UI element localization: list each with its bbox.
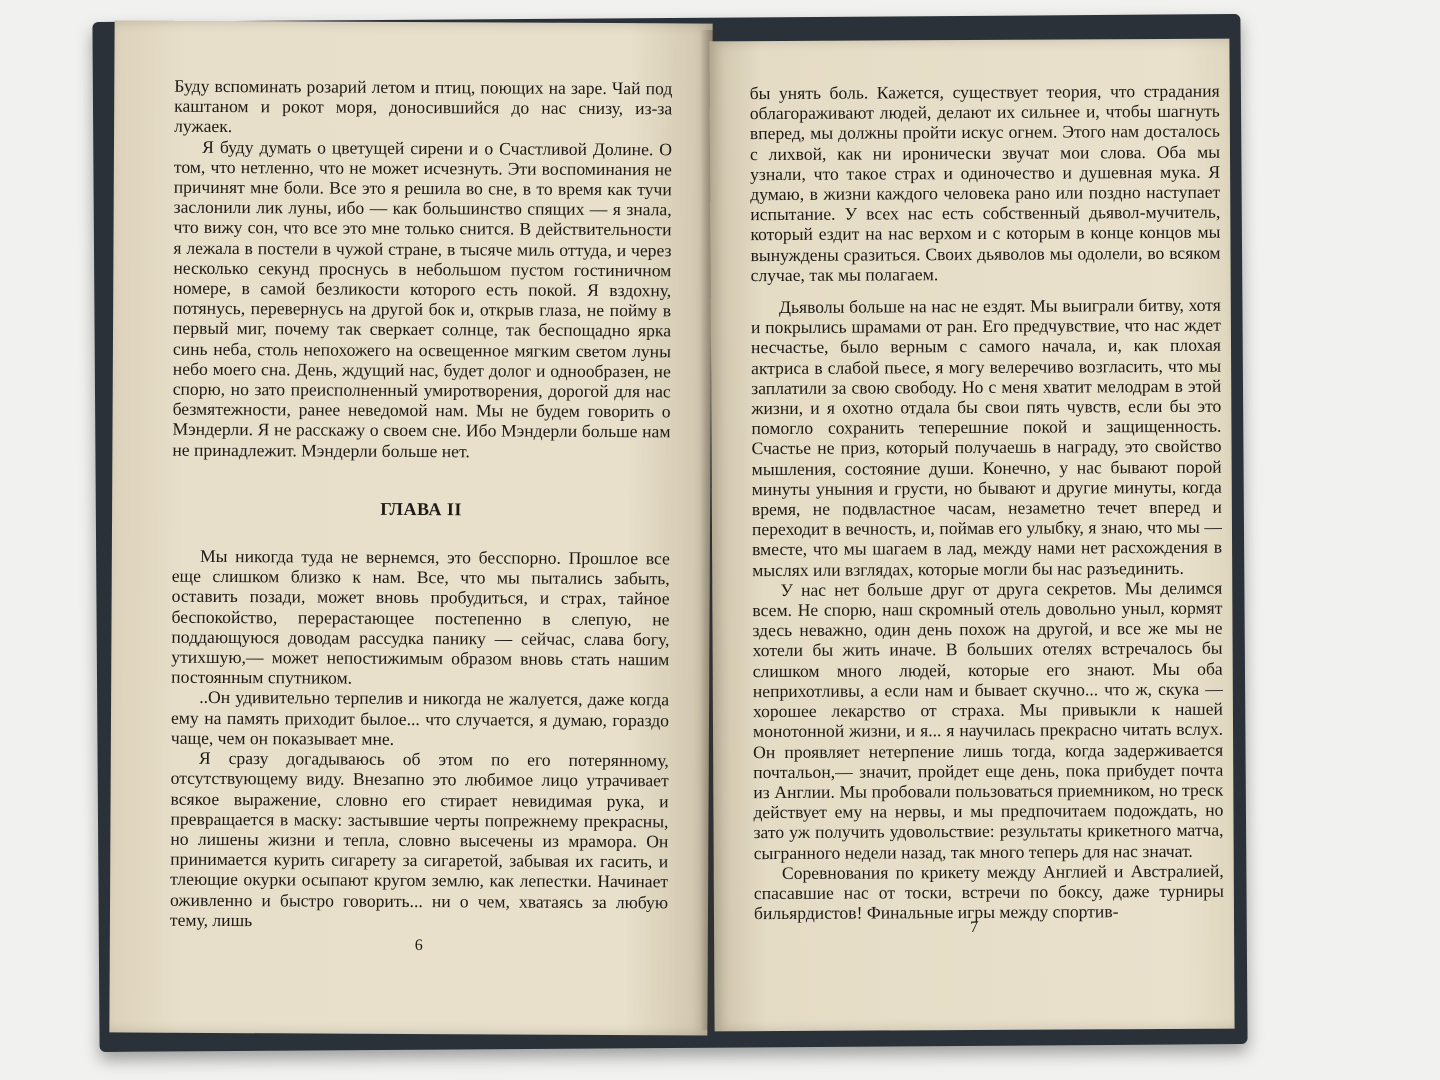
chapter-title: ГЛАВА II xyxy=(380,498,462,520)
paragraph: У нас нет больше друг от друга секретов. Мы делимся всем. Не спорю, наш скромный отель довольно уныл, кормят здесь неважно, один день похож на другой, и все же мы не хотели бы жить иначе. В больших отелях встречалось бы слишком много людей, которые его знают. Мы оба неприхотливы, а если нам и бывает скучно... что ж, скука — хорошее лекарство от страха. Мы привыкли к нашей монотонной жизни, и я... я научилась прекрасно читать вслух. Он проявляет нетерпение лишь тогда, когда задерживается почтальон,— значит, пройдет еще день, пока прибудет почта из Англии. Мы пробовали пользоваться приемником, но треск действует ему на нервы, и мы предпочитаем подождать, но зато уж получить удовольствие: результаты крикетного матча, сыгранного недели назад, так много теперь для нас значат. xyxy=(752,577,1224,863)
paragraph: Дьяволы больше на нас не ездят. Мы выиграли битву, хотя и покрылись шрамами от ран. Его предчувствие, что нас ждет несчастье, было верным с самого начала, и, как плохая актриса в слабой пьесе, я могу велеречиво возгласить, что мы заплатили за свою свободу. Но с меня хватит мелодрам в этой жизни, и я охотно отдала бы свои пять чувств, если бы это помогло сохранить теперешние покой и защищенность. Счастье не приз, который получаешь в награду, это свойство мышления, состояние души. Конечно, у нас бывают порой минуты уныния и грусти, но бывают и другие минуты, когда время, не подвластное часам, незаметно течет вперед и переходит в вечность, и, поймав его улыбку, я знаю, что мы — вместе, что мы шагаем в лад, между нами нет расхождения в мыслях или взглядах, которые могли бы нас разъединить. xyxy=(750,294,1223,580)
paragraph: Мы никогда туда не вернемся, это бесспорно. Прошлое все еще слишком близко к нам. Все, что мы пытались забыть, оставить позади, может вновь пробудиться, и страх, тайное беспокойство, перерастающее постепенно в слепую, не поддающуюся доводам рассудка панику — сейчас, слава богу, утихшую,— может непостижимым образом вновь стать нашим постоянным спутником. xyxy=(171,545,670,688)
page-number: 7 xyxy=(970,918,979,936)
left-page xyxy=(109,20,712,1035)
paragraph: ..Он удивительно терпелив и никогда не жалуется, даже когда ему на память приходит былое... что случается, я думаю, гораздо чаще, чем он показывает мне. xyxy=(170,687,670,749)
paragraph: Соревнования по крикету между Англией и Австралией, спасавшие нас от тоски, встречи по боксу, даже турниры бильярдистов! Финальные игры между спортив- xyxy=(753,860,1224,924)
paragraph: Я буду думать о цветущей сирени и о Счастливой Долине. О том, что нетленно, что не может исчезнуть. Эти воспоминания не причинят мне боли. Все это я решила во сне, в то время как тучи заслонили лик луны, ибо — как большинство спящих — я знала, что вижу сон, что все это мне только снится. В действительности я лежала в постели в чужой стране, в тысяче миль оттуда, и через несколько секунд проснусь в небольшом пустом гостиничном номере, в самой безликости которого есть покой. Я вздохну, потянусь, перевернусь на другой бок и, открыв глаза, не пойму в первый миг, почему так сверкает солнце, так беспощадно ярка синь неба, столь непохожего на освещенное мягким светом луны небо моего сна. День, ждущий нас, будет долог и однообразен, не спорю, но зато преисполненный умиротворения, дорогой для нас безмятежности, ранее неведомой нам. Мы не будем говорить о Мэндерли. Я не расскажу о своем сне. Ибо Мэндерли больше нам не принадлежит. Мэндерли больше нет. xyxy=(172,136,673,461)
paragraph: бы унять боль. Кажется, существует теория, что страдания облагораживают людей, делают их сильнее и, чтобы шагнуть вперед, мы должны пройти искус огнем. Этого нам досталось с лихвой, как ни иронически звучат мои слова. Оба мы узнали, что такое страх и одиночество и душевная мука. Я думаю, в жизни каждого человека рано или поздно наступает испытание. У всех нас есть собственный дьявол-мучитель, который ездит на нас верхом и с которым в конце концов мы вынуждены сразиться. Своих дьяволов мы одолели, во всяком случае, так мы полагаем. xyxy=(749,80,1221,285)
paragraph: Буду вспоминать розарий летом и птиц, поющих на заре. Чай под каштаном и рокот моря, доносившийся до нас снизу, из-за лужаек. xyxy=(174,75,673,137)
paragraph: Я сразу догадываюсь об этом по его потерянному, отсутствующему виду. Внезапно это любимое лицо утрачивает всякое выражение, словно его стирает невидимая рука, и превращается в маску: застывшие черты попрежнему прекрасны, но лишены жизни и тепла, словно высечены из мрамора. Он принимается курить сигарету за сигаретой, забывая их гасить, и тлеющие окурки осыпают кругом землю, как лепестки. Начинает оживленно и быстро говорить... ни о чем, хватаясь за любую тему, лишь xyxy=(169,747,669,930)
page-number: 6 xyxy=(414,936,423,954)
right-page xyxy=(709,39,1234,1032)
